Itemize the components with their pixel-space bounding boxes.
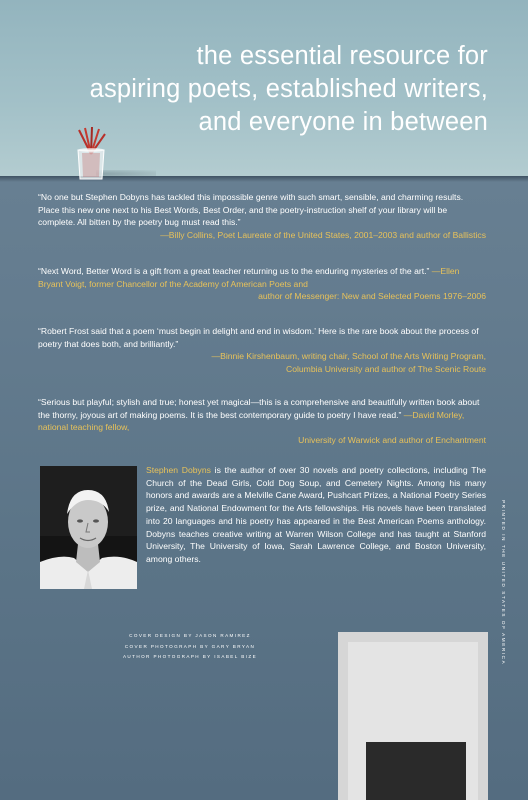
tagline-line-2: aspiring poets, established writers, [89, 75, 488, 103]
printed-in-note: PRINTED IN THE UNITED STATES OF AMERICA [501, 500, 506, 666]
blurb-quote-2 [38, 265, 486, 303]
quote-credit: author of Messenger: New and Selected Poems 1976–2006 [258, 291, 486, 302]
tagline-line-3: and everyone in between [198, 108, 488, 136]
pencil-cup-icon [70, 126, 112, 182]
quote-credit: —Billy Collins, Poet Laureate of the United States, 2001–2003 and author of Ballistics [160, 229, 486, 240]
author-bio [146, 464, 486, 566]
quote-text: “Robert Frost said that a poem ‘must begin in delight and end in wisdom.’ Here is the rare book about the process of poetry that does both, and brilliantly.” [38, 326, 479, 349]
credit-cover-design: COVER DESIGN BY JASON RAMIREZ [129, 633, 251, 638]
quote-credit-inline: —David Morley, national teaching fellow, [38, 409, 465, 433]
tagline [90, 40, 488, 139]
credit-cover-photo: COVER PHOTOGRAPH BY GARY BRYAN [124, 643, 256, 649]
credit-author-photo: AUTHOR PHOTOGRAPH BY ISABEL BIZE [122, 654, 258, 660]
barcode-block [366, 742, 466, 800]
blurb-quote-1 [38, 191, 486, 241]
quote-text: “Next Word, Better Word is a gift from a great teacher returning us to the enduring mysteries of the art.” —Ellen Bryant Voigt, former Chancellor of the Academy of American Poets and [38, 266, 460, 289]
blurb-quote-3 [38, 325, 486, 375]
barcode-area [338, 632, 488, 800]
quote-credit: —Binnie Kirshenbaum, writing chair, School of the Arts Writing Program, [211, 351, 486, 362]
quote-credit-2: Columbia University and author of The Scenic Route [286, 363, 486, 374]
tagline-line-1: the essential resource for [196, 42, 488, 70]
quote-credit-inline: —Ellen Bryant Voigt, former Chancellor of the Academy of American Poets and [38, 266, 460, 289]
cover-credits [100, 631, 280, 663]
quote-text: “No one but Stephen Dobyns has tackled this impossible genre with such smart, sensible, and charming results. Place this new one next to his Best Words, Best Order, and the poetry-instruction shelf of your library will be complete. All bitten by the poetry bug must read this.” [38, 192, 464, 228]
quote-credit: University of Warwick and author of Enchantment [298, 434, 486, 445]
author-name: Stephen Dobyns [146, 465, 211, 475]
quote-text: “Serious but playful; stylish and true; honest yet magical—this is a comprehensive and beautifully written book about the thorny, joyous art of making poems. It is the best contemporary guide to poetry I have read.” —David Morley, national teaching fellow, [38, 397, 480, 433]
author-photo [40, 466, 137, 589]
author-bio-text: is the author of over 30 novels and poetry collections, including The Church of the Dead Girls, Cold Dog Soup, and Cemetery Nights. Among his many honors and awards are a Melville Cane Award, Pushcart Prizes, a National Poetry Series prize, and National Endowment for the Arts fellowships. His novels have been translated into 20 languages and his poetry has appeared in the Best American Poems anthology. Dobyns teaches creative writing at Warren Wilson College and has taught at Stanford University, The University of Iowa, Sarah Lawrence College, and Boston University, among others. [146, 465, 486, 564]
blurb-quote-4 [38, 396, 486, 446]
